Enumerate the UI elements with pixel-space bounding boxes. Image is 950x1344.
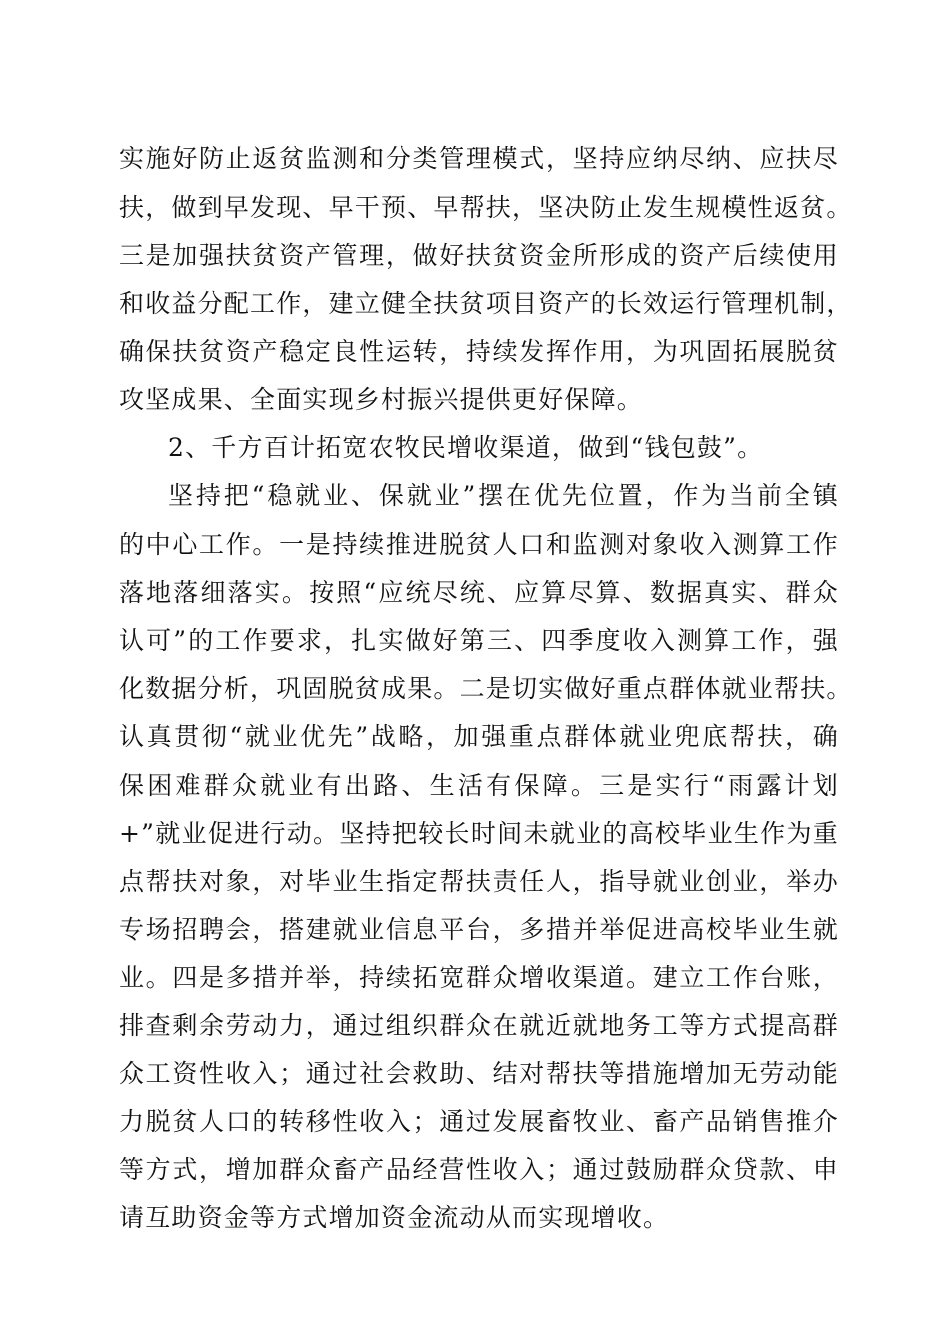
text-line-23: 请互助资金等方式增加资金流动从而实现增收。 bbox=[119, 1203, 670, 1232]
text-line-16: 点帮扶对象，对毕业生指定帮扶责任人，指导就业创业，举办 bbox=[119, 867, 839, 896]
text-line-22: 等方式，增加群众畜产品经营性收入；通过鼓励群众贷款、申 bbox=[119, 1155, 839, 1184]
section-heading: 2、千方百计拓宽农牧民增收渠道，做到“钱包鼓”。 bbox=[168, 433, 764, 462]
paragraph-start-line: 坚持把“稳就业、保就业”摆在优先位置，作为当前全镇 bbox=[168, 481, 839, 510]
text-line-12: 化数据分析，巩固脱贫成果。二是切实做好重点群体就业帮扶。 bbox=[119, 674, 853, 703]
text-line-19: 排查剩余劳动力，通过组织群众在就近就地务工等方式提高群 bbox=[119, 1011, 839, 1040]
text-line-6: 攻坚成果、全面实现乡村振兴提供更好保障。 bbox=[119, 385, 644, 414]
text-line-21: 力脱贫人口的转移性收入；通过发展畜牧业、畜产品销售推介 bbox=[119, 1107, 839, 1136]
text-line-20: 众工资性收入；通过社会救助、结对帮扶等措施增加无劳动能 bbox=[119, 1059, 839, 1088]
text-line-10: 落地落细落实。按照“应统尽统、应算尽算、数据真实、群众 bbox=[119, 578, 839, 607]
text-line-9: 的中心工作。一是持续推进脱贫人口和监测对象收入测算工作 bbox=[119, 530, 839, 559]
text-line-14: 保困难群众就业有出路、生活有保障。三是实行“雨露计划 bbox=[119, 771, 839, 800]
text-line-17: 专场招聘会，搭建就业信息平台，多措并举促进高校毕业生就 bbox=[119, 915, 839, 944]
text-line-5: 确保扶贫资产稳定良性运转，持续发挥作用，为巩固拓展脱贫 bbox=[119, 337, 839, 366]
text-line-3: 三是加强扶贫资产管理，做好扶贫资金所形成的资产后续使用 bbox=[119, 241, 839, 270]
text-line-1: 实施好防止返贫监测和分类管理模式，坚持应纳尽纳、应扶尽 bbox=[119, 144, 839, 173]
text-line-15: +”就业促进行动。坚持把较长时间未就业的高校毕业生作为重 bbox=[119, 819, 839, 848]
text-line-11: 认可”的工作要求，扎实做好第三、四季度收入测算工作，强 bbox=[119, 626, 839, 655]
text-line-4: 和收益分配工作，建立健全扶贫项目资产的长效运行管理机制， bbox=[119, 289, 853, 318]
text-line-13: 认真贯彻“就业优先”战略，加强重点群体就业兜底帮扶，确 bbox=[119, 722, 839, 751]
text-line-18: 业。四是多措并举，持续拓宽群众增收渠道。建立工作台账， bbox=[119, 963, 839, 992]
text-line-2: 扶，做到早发现、早干预、早帮扶，坚决防止发生规模性返贫。 bbox=[119, 193, 853, 222]
